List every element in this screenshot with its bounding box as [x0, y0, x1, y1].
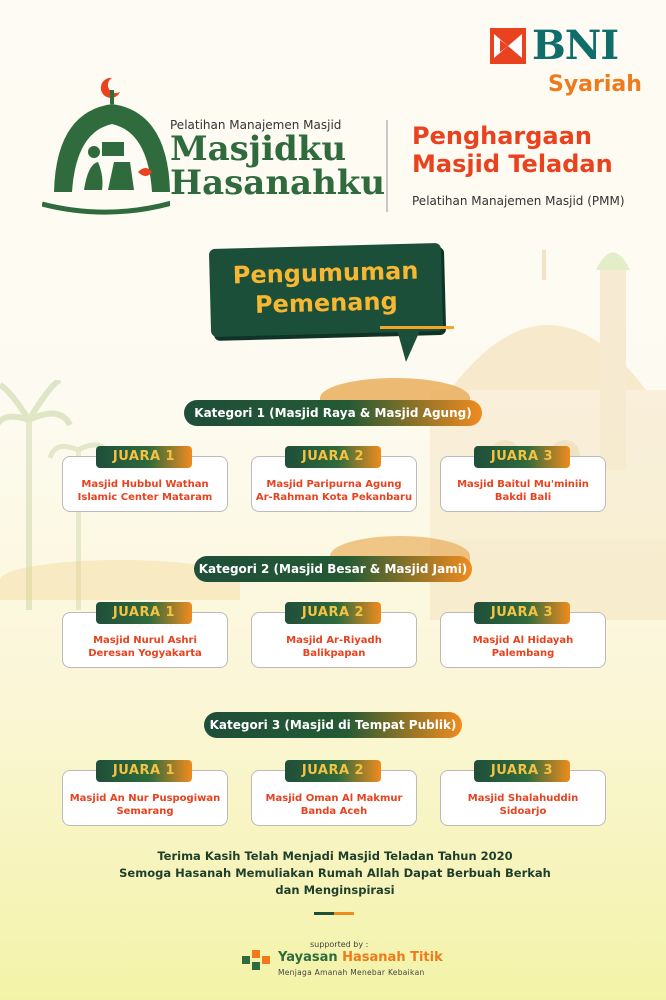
bni-brand-text: BNI	[532, 22, 619, 69]
award-title	[412, 122, 613, 178]
winner-name-line1: Masjid Al Hidayah	[472, 635, 574, 646]
category-3-label: Kategori 3 (Masjid di Tempat Publik)	[204, 712, 462, 738]
winner-name-line1: Masjid Shalahuddin	[467, 793, 579, 804]
winner-name-line2: Banda Aceh	[300, 806, 368, 817]
category-2-winner-2-badge: JUARA 2	[285, 602, 381, 624]
announcement-accent-stripe	[380, 326, 454, 329]
category-1-winner-1-badge: JUARA 1	[96, 446, 192, 468]
closing-line3: dan Menginspirasi	[275, 883, 395, 897]
program-small-title: Pelatihan Manajemen Masjid	[170, 118, 342, 132]
masjidku-hasanahku-logo	[42, 72, 386, 222]
winner-name	[443, 478, 603, 504]
award-title-line2: Masjid Teladan	[412, 150, 613, 178]
announcement-banner	[209, 243, 443, 337]
category-2-winner-1-badge: JUARA 1	[96, 602, 192, 624]
winner-name-line1: Masjid Nurul Ashri	[93, 635, 197, 646]
winner-name	[65, 792, 225, 818]
bni-syariah-logo	[490, 24, 650, 104]
closing-message	[110, 848, 560, 899]
winner-name	[65, 478, 225, 504]
announcement-line2: Pemenang	[254, 287, 399, 319]
announcement-text	[209, 255, 442, 321]
winner-name-line2: Sidoarjo	[499, 806, 547, 817]
closing-divider	[314, 912, 354, 915]
winner-name-line2: Deresan Yogyakarta	[88, 648, 202, 659]
supported-by-label: supported by :	[310, 940, 369, 949]
program-title-line1: Masjidku	[170, 129, 347, 169]
mosque-dome-icon	[42, 72, 170, 220]
yayasan-name-part1: Yayasan	[278, 950, 338, 965]
bni-mark-icon	[490, 28, 526, 64]
header-divider	[386, 120, 388, 212]
winner-name	[443, 792, 603, 818]
winner-name-line2: Palembang	[491, 648, 555, 659]
winner-name-line1: Masjid Hubbul Wathan	[81, 479, 209, 490]
category-3-winner-3-badge: JUARA 3	[474, 760, 570, 782]
announcement-line1: Pengumuman	[232, 256, 419, 290]
winner-name-line2: Bakdi Bali	[494, 492, 552, 503]
winner-name	[65, 634, 225, 660]
winner-name-line2: Balikpapan	[302, 648, 366, 659]
category-3-winner-2-badge: JUARA 2	[285, 760, 381, 782]
winner-name-line2: Semarang	[116, 806, 174, 817]
closing-line1: Terima Kasih Telah Menjadi Masjid Teladan Tahun 2020	[157, 849, 513, 863]
category-2-winner-3-badge: JUARA 3	[474, 602, 570, 624]
announcement-speech-tail	[396, 326, 422, 362]
yayasan-hasanah-titik-logo-icon	[240, 946, 272, 974]
category-1-winner-3-badge: JUARA 3	[474, 446, 570, 468]
winner-name-line1: Masjid Paripurna Agung	[266, 479, 402, 490]
award-subtitle: Pelatihan Manajemen Masjid (PMM)	[412, 194, 625, 208]
yayasan-name	[278, 950, 443, 965]
program-title-line2: Hasanahku	[170, 163, 386, 203]
winner-name	[254, 792, 414, 818]
program-title	[170, 129, 386, 203]
winner-name-line1: Masjid Oman Al Makmur	[265, 793, 403, 804]
bni-sub-text: Syariah	[548, 72, 642, 97]
winner-name-line1: Masjid An Nur Puspogiwan	[69, 793, 221, 804]
yayasan-name-part2: Hasanah Titik	[342, 950, 443, 965]
winner-name-line1: Masjid Ar-Riyadh	[286, 635, 382, 646]
closing-line2: Semoga Hasanah Memuliakan Rumah Allah Dapat Berbuah Berkah	[119, 866, 551, 880]
category-3-winner-1-badge: JUARA 1	[96, 760, 192, 782]
category-1-label: Kategori 1 (Masjid Raya & Masjid Agung)	[184, 400, 482, 426]
category-1-winner-2-badge: JUARA 2	[285, 446, 381, 468]
winner-name	[254, 478, 414, 504]
category-2-label: Kategori 2 (Masjid Besar & Masjid Jami)	[194, 556, 472, 582]
winner-name	[443, 634, 603, 660]
winner-name-line2: Ar-Rahman Kota Pekanbaru	[255, 492, 413, 503]
award-title-line1: Penghargaan	[412, 122, 592, 150]
winner-name	[254, 634, 414, 660]
winner-name-line1: Masjid Baitul Mu'miniin	[457, 479, 589, 490]
yayasan-tagline: Menjaga Amanah Menebar Kebaikan	[278, 968, 425, 977]
winner-name-line2: Islamic Center Mataram	[77, 492, 213, 503]
